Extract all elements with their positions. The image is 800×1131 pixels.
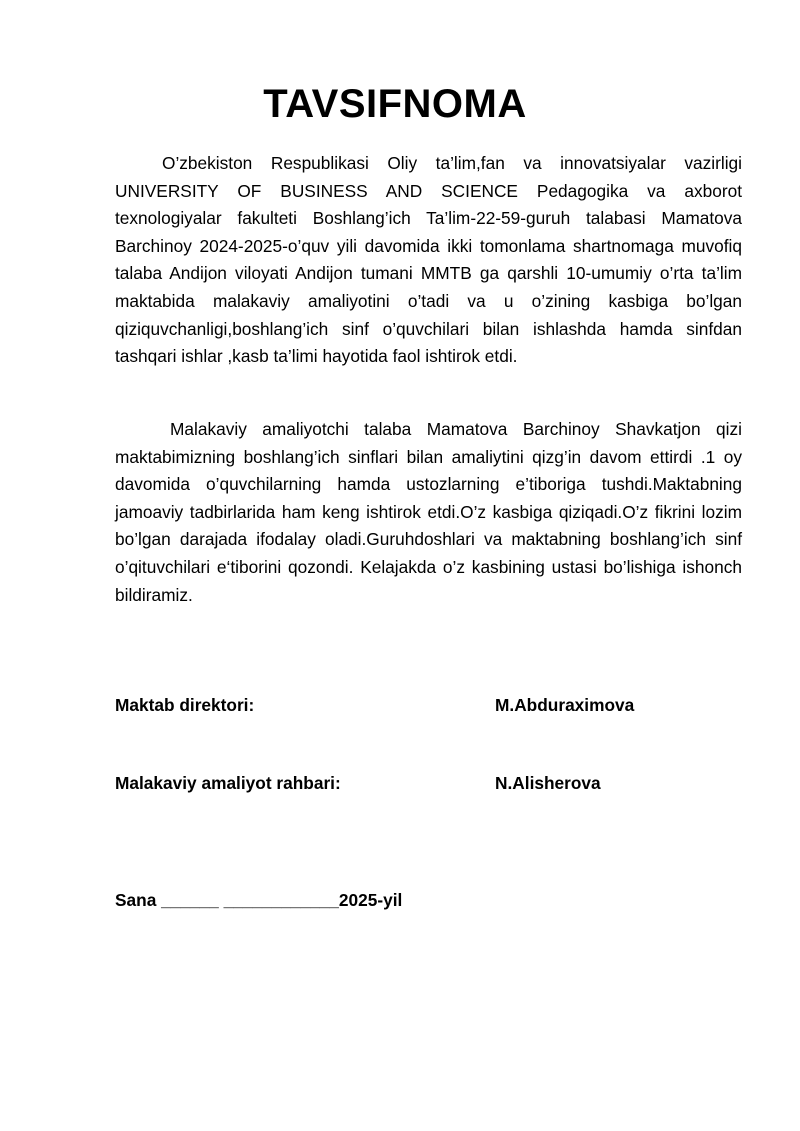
date-line: Sana ______ ____________2025-yil [115,890,403,910]
body-paragraph-1: O’zbekiston Respublikasi Oliy ta’lim,fan va innovatsiyalar vazirligi UNIVERSITY OF BUSINESS AND SCIENCE Pedagogika va axborot texnologiyalar fakulteti Boshlang’ich Ta’lim-22-59-guruh talabasi Mamatova Barchinoy 2024-2025-o’quv yili davomida ikki tomonlama shartnomaga muvofiq talaba Andijon viloyati Andijon tumani MMTB ga qarshli 10-umumiy o’rta ta’lim maktabida malakaviy amaliyotini o’tadi va u o’zining kasbiga bo’lgan qiziquvchanligi,boshlang’ich sinf o’quvchilari bilan ishlashda hamda sinfdan tashqari ishlar ,kasb ta’limi hayotida faol ishtirok etdi. [115,153,742,367]
practice-supervisor-label: Malakaviy amaliyot rahbari: [115,773,341,793]
school-director-name: M.Abduraximova [495,695,635,715]
document-title: TAVSIFNOMA [263,82,527,126]
body-paragraph-2: Malakaviy amaliyotchi talaba Mamatova Barchinoy Shavkatjon qizi maktabimizning boshlang’ich sinflari bilan amaliytini qizg’in davom ettirdi .1 oy davomida o’quvchilarning hamda ustozlarning e’tiboriga tushdi.Maktabning jamoaviy tadbirlarida ham keng ishtirok etdi.O’z kasbiga qiziqadi.O’z fikrini lozim bo’lgan darajada ifodalay oladi.Guruhdoshlari va maktabning boshlang’ich sinf o’qituvchilari e‘tiborini qozondi. Kelajakda o’z kasbining ustasi bo’lishiga ishonch bildiramiz. [115,419,742,605]
school-director-label: Maktab direktori: [115,695,255,715]
practice-supervisor-name: N.Alisherova [495,773,601,793]
